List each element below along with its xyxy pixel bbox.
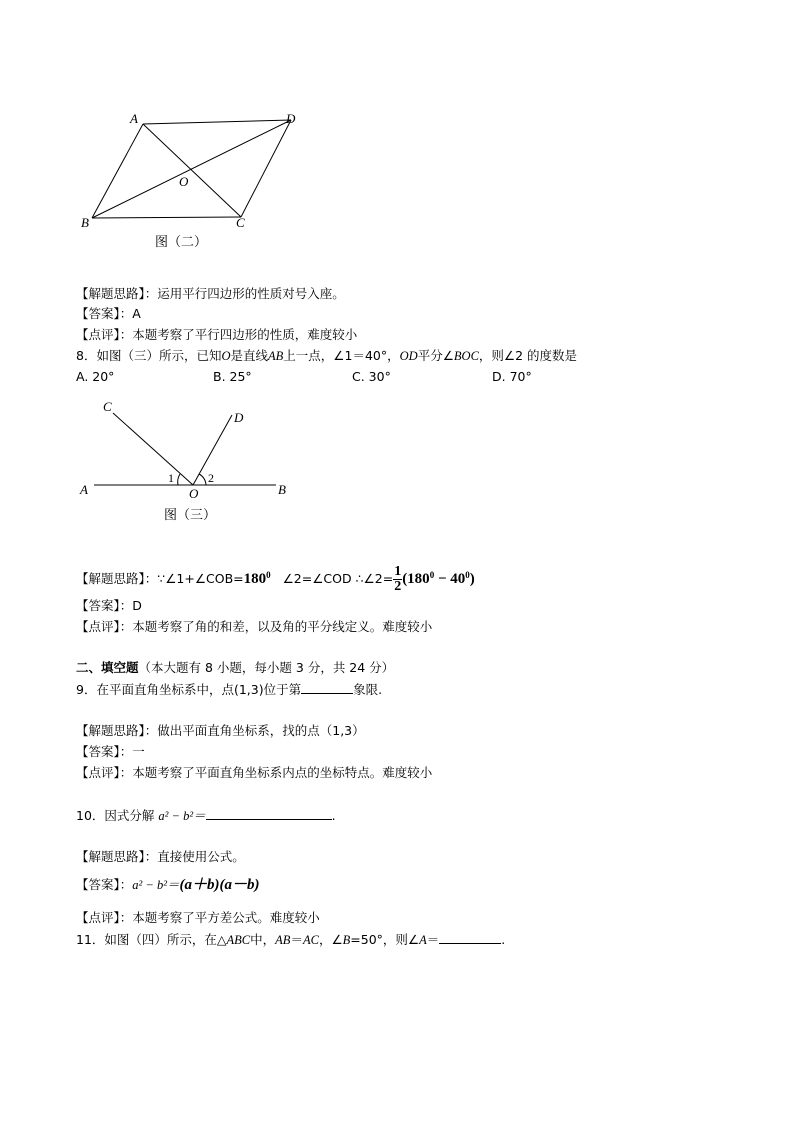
q8-angle-boc: BOC xyxy=(453,349,479,363)
q8-stem-d: 平分∠ xyxy=(417,348,454,363)
q8-approach-mid: ∠2=∠COD ∴∠2= xyxy=(282,571,394,587)
q8-expr-close: ) xyxy=(469,571,475,588)
q10-expression: a² − b²＝ xyxy=(158,809,206,823)
label-b: B xyxy=(81,215,89,230)
q8-stem-e: ，则∠2 的度数是 xyxy=(478,348,578,363)
angle-arc-1 xyxy=(178,474,180,485)
q11-eq: ＝ xyxy=(290,932,303,947)
q11-stem-end: . xyxy=(501,932,506,947)
label-o: O xyxy=(179,174,189,189)
label-o: O xyxy=(189,486,199,501)
figure-angles xyxy=(70,395,310,530)
q11-stem-a: 11．如图（四）所示，在△ xyxy=(76,932,227,947)
q8-stem-a: 8．如图（三）所示，已知 xyxy=(76,348,222,363)
q11-angle-a: A xyxy=(419,933,427,947)
q11-stem-b: 中， xyxy=(250,932,276,947)
q9-comment: 【点评】：本题考察了平面直角坐标系内点的坐标特点。难度较小 xyxy=(76,765,433,780)
q8-approach xyxy=(76,562,475,594)
side-dc xyxy=(241,120,291,217)
q11-stem xyxy=(76,931,505,948)
label-angle-2: 2 xyxy=(208,471,214,485)
label-d: D xyxy=(234,410,244,425)
q8-option-c: C. 30° xyxy=(352,369,391,384)
q8-expr-sup1: 0 xyxy=(429,570,435,580)
q9-approach: 【解题思路】：做出平面直角坐标系，找的点（1,3） xyxy=(76,723,365,738)
label-a: A xyxy=(80,482,88,497)
q8-option-b: B. 25° xyxy=(213,369,252,384)
q8-expr-sup2: 0 xyxy=(465,570,470,580)
q10-blank xyxy=(206,807,332,820)
q10-answer xyxy=(76,877,259,893)
angle-arc-2 xyxy=(199,474,206,485)
q7-approach: 【解题思路】：运用平行四边形的性质对号入座。 xyxy=(76,286,345,301)
q10-comment: 【点评】：本题考察了平方差公式。难度较小 xyxy=(76,910,320,925)
label-d: D xyxy=(286,111,296,126)
ray-oc xyxy=(113,413,193,485)
q10-approach: 【解题思路】：直接使用公式。 xyxy=(76,849,245,864)
q8-stem-c: 上一点，∠1＝40°， xyxy=(283,348,400,363)
q11-stem-e: ＝ xyxy=(426,932,440,947)
q9-blank xyxy=(301,681,353,694)
figure-caption: 图（三） xyxy=(164,508,217,523)
q10-answer-lhs: a² − b²＝ xyxy=(132,878,180,892)
q8-line-ab: AB xyxy=(268,349,284,363)
q9-answer: 【答案】：一 xyxy=(76,744,145,759)
q9-stem-b: 象限. xyxy=(353,682,383,697)
label-c: C xyxy=(103,399,112,414)
q10-stem xyxy=(76,807,336,824)
q8-answer: 【答案】：D xyxy=(76,598,142,613)
q10-answer-rhs: (a＋b)(a－b) xyxy=(179,877,260,893)
q8-expr-mid: − 40 xyxy=(434,571,466,588)
side-ab xyxy=(92,124,143,218)
q11-side-ac: AC xyxy=(302,933,319,947)
q7-comment: 【点评】：本题考察了平行四边形的性质，难度较小 xyxy=(76,327,358,342)
q8-stem-b: 是直线 xyxy=(230,348,269,363)
q8-comment: 【点评】：本题考察了角的和差，以及角的平分线定义。难度较小 xyxy=(76,619,433,634)
q8-stem xyxy=(76,348,577,364)
q11-triangle-abc: ABC xyxy=(226,933,251,947)
side-bc xyxy=(92,217,241,218)
section-2-heading xyxy=(76,660,394,676)
q11-stem-d: =50°，则∠ xyxy=(350,932,420,947)
q10-answer-prefix: 【答案】： xyxy=(76,877,133,892)
figure-parallelogram xyxy=(70,105,320,255)
q8-option-a: A. 20° xyxy=(76,369,115,384)
q8-frac-num: 1 xyxy=(394,564,402,580)
q10-stem-end: . xyxy=(331,808,336,823)
diagonal-bd xyxy=(92,120,291,218)
section-2-note: （本大题有 8 小题，每小题 3 分，共 24 分） xyxy=(138,660,395,675)
label-a: A xyxy=(130,111,138,126)
q10-stem-a: 10．因式分解 xyxy=(76,808,159,823)
q7-answer: 【答案】：A xyxy=(76,306,141,321)
q11-side-ab: AB xyxy=(275,933,291,947)
q11-angle-b: B xyxy=(342,933,351,947)
q8-option-d: D. 70° xyxy=(492,369,532,384)
diagonal-ac xyxy=(143,124,241,217)
q8-value-180: 180 xyxy=(243,571,267,588)
q9-stem xyxy=(76,681,382,698)
q8-point-o: O xyxy=(221,349,231,363)
q8-ray-od: OD xyxy=(399,349,418,363)
label-c: C xyxy=(236,215,245,230)
q8-fraction xyxy=(393,565,402,594)
q8-frac-den: 2 xyxy=(394,579,402,595)
section-2-title: 二、填空题 xyxy=(76,660,139,675)
q9-stem-a: 9．在平面直角坐标系中，点(1,3)位于第 xyxy=(76,682,302,697)
q8-degree-sup: 0 xyxy=(266,570,271,580)
side-ad xyxy=(143,120,291,124)
q11-blank xyxy=(439,931,501,944)
q11-stem-c: ，∠ xyxy=(318,932,343,947)
label-angle-1: 1 xyxy=(168,471,174,485)
figure-caption: 图（二） xyxy=(155,235,208,250)
q8-expr-open: (180 xyxy=(402,571,430,588)
q8-approach-prefix: 【解题思路】：∵∠1+∠COB= xyxy=(76,571,244,587)
label-b: B xyxy=(278,482,286,497)
